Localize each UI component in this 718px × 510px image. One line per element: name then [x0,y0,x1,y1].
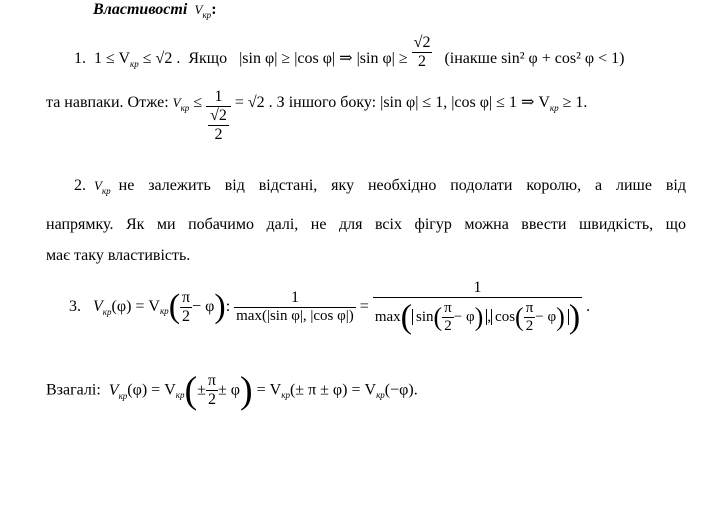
other-side-expression: |sin φ| ≤ 1, |cos φ| ≤ 1 ⇒ $V_{кр} \ge 1$. [380,94,588,113]
sqrt2-over-2-fraction: $\frac{√2}{2}$ [413,34,431,70]
inequality-bounds: $1 \le V_{кр} \le √2$ . [94,50,181,70]
so-text: та навпаки. Отже: [46,94,169,111]
if-word: Якщо [188,50,228,68]
result-text: = √2 . З іншого боку: [234,94,377,111]
leq-sign: ≤ [193,94,203,111]
second-reciprocal-fraction: 1 max( sin( $\frac{\pi}{2}$ − φ) , cos( $\frac{\pi}{2}$ − φ) ) [374,279,581,336]
otherwise-note: (інакше sin² φ + cos² φ < 1) [444,50,625,68]
property-3-formula: 3. $V_{кр}(\varphi) = V_{кр}$( $\frac{\pi}{2}$ − φ): $\frac{1}{\text{max(|sin φ|, |cos φ|)}}$ = 1 max( sin( $\frac{\pi}{2}$ − φ) , cos( $\frac{\pi}{2}$ − φ) ) . [69,279,591,336]
section-heading [93,1,217,19]
one-over-sqrt2-fraction: 1 √2 2 [206,88,231,144]
property-1-line-1 [74,34,625,71]
item-number-3: 3. [69,298,81,315]
general-label: Взагалі: [46,381,101,399]
heading-title: Властивості [93,1,188,18]
property-2-line-1: 2. $V_{кр}$ не залежить від відстані, яку необхідно подолати королю, а лише від [74,177,686,196]
property-1-line-2: та навпаки. Отже: $V_{кр}$ ≤ 1 √2 2 = √2 . З іншого боку: |sin φ| ≤ 1, |cos φ| ≤ 1 ⇒ $V_{кр} \ge 1$. [46,88,588,143]
property-2-text-1: не залежить від відстані, яку необхідно подолати королю, а лише від [118,177,686,194]
item-number-2: 2. [74,177,86,194]
heading-variable: $V_{кр}$ [194,2,212,20]
heading-colon: : [211,1,217,18]
property-2-line-2: напрямку. Як ми побачимо далі, не для всіх фігур можна ввести швидкість, що [46,216,686,233]
general-formula: Взагалі: $V_{кр}(\varphi) = V_{кр}(\pm$ $\frac{\pi}{2}$ ± $\varphi) = V_{кр}(\pm \pi \pm \varphi) = V_{кр}(-\varphi)$. [46,369,418,412]
condition-expression: |sin φ| ≥ |cos φ| ⇒ |sin φ| ≥ [239,50,408,68]
first-reciprocal-fraction: $\frac{1}{\text{max(|sin φ|, |cos φ|)}}$ [236,289,354,324]
property-2-line-3: має таку властивість. [46,247,191,264]
item-number-1: 1. [74,50,86,68]
